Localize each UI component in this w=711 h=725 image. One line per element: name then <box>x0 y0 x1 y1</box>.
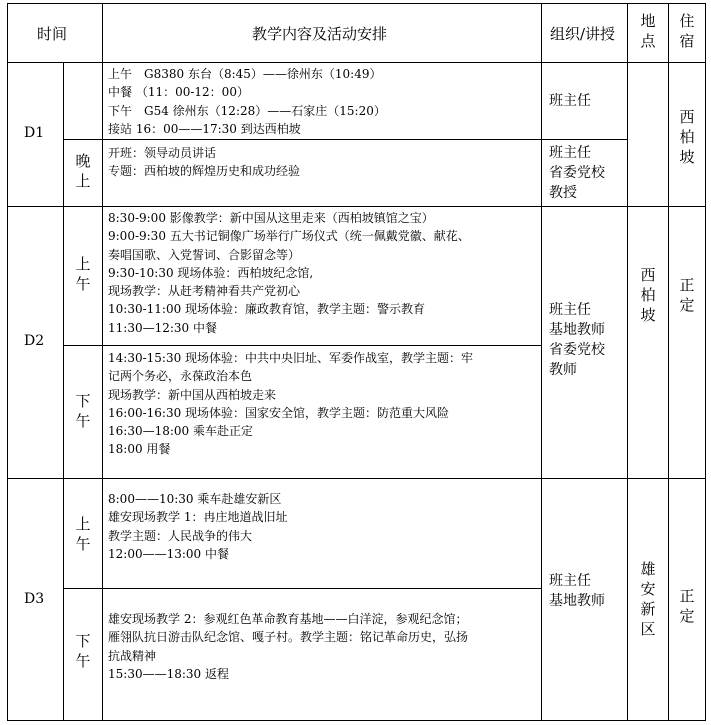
header-content: 教学内容及活动安排 <box>252 25 388 43</box>
d3-afternoon-label <box>73 631 93 671</box>
header-place <box>638 11 658 51</box>
d3-lodging <box>677 586 697 626</box>
content-line: 雄安现场教学 2：参观红色革命教育基地——白洋淀，参观纪念馆； <box>108 612 468 626</box>
place-text: 西柏坡 <box>640 266 656 324</box>
d1-evening-label <box>73 151 93 191</box>
d2-afternoon-content <box>108 349 473 459</box>
d3-period-line <box>63 588 542 589</box>
org-line: 基地教师 <box>549 593 605 609</box>
content-line: 抗战精神 <box>108 648 157 663</box>
header-lodging-text: 住宿 <box>679 12 695 50</box>
org-line: 省委党校 <box>549 165 605 181</box>
d1-evening-content <box>108 144 300 181</box>
col-line-content <box>102 3 103 721</box>
lodging-text: 正定 <box>679 587 695 625</box>
content-line: 中餐 （11：00-12：00） <box>108 85 249 100</box>
content-line: 8:30-9:00 影像教学：新中国从这里走来（西柏坡镇馆之宝） <box>108 211 434 225</box>
d2-afternoon-label <box>73 391 93 431</box>
content-line: 14:30-15:30 现场体验：中共中央旧址、军委作战室，教学主题：牢 <box>108 351 474 365</box>
content-line: 开班：领导动员讲话 <box>108 146 217 160</box>
org-line: 省委党校 <box>549 342 605 358</box>
header-org: 组织/讲授 <box>550 25 616 43</box>
table-border-right <box>705 3 706 721</box>
table-border-top <box>7 3 706 4</box>
header-time: 时间 <box>37 25 68 43</box>
org-line: 教师 <box>549 362 577 378</box>
place-text: 雄安新区 <box>640 560 656 638</box>
content-line: 11:30—12:30 中餐 <box>108 320 217 335</box>
org-line: 班主任 <box>549 302 591 318</box>
org-line: 基地教师 <box>549 322 605 338</box>
d3-afternoon-content <box>108 610 468 683</box>
org-line: 教授 <box>549 185 577 201</box>
d2-lodging <box>677 275 697 315</box>
content-line: 教学主题：人民战争的伟大 <box>108 528 253 543</box>
period-label-text: 晚上 <box>75 152 91 190</box>
table-border-bottom <box>7 720 706 721</box>
content-line: 奏唱国歌、入党誓词、合影留念等） <box>108 247 301 262</box>
period-label-text: 下午 <box>75 392 91 430</box>
content-line: 记两个务必，永葆政治本色 <box>108 369 253 384</box>
content-line: 9:00-9:30 五大书记铜像广场举行广场仪式（统一佩戴党徽、献花、 <box>108 229 470 244</box>
d1-morning-content <box>108 65 386 138</box>
day-label-d1: D1 <box>24 125 45 141</box>
content-line: 16:30—18:00 乘车赴正定 <box>108 424 253 439</box>
d3-org <box>549 571 605 611</box>
day1-bottom-line <box>7 206 706 207</box>
day-label-d3: D3 <box>24 591 45 607</box>
header-bottom-line <box>7 62 706 63</box>
org-line: 班主任 <box>549 573 591 589</box>
d2-morning-label <box>73 254 93 294</box>
d3-morning-label <box>73 514 93 554</box>
content-line: 12:00——13:00 中餐 <box>108 546 229 561</box>
lodging-text: 正定 <box>679 276 695 314</box>
content-line: 雄安现场教学 1：冉庄地道战旧址 <box>108 510 288 525</box>
col-line-place <box>627 3 628 721</box>
content-line: 8:00——10:30 乘车赴雄安新区 <box>108 492 282 506</box>
day-label-d2: D2 <box>24 333 45 349</box>
org-line: 班主任 <box>549 93 591 109</box>
content-line: 15:30——18:30 返程 <box>108 666 229 681</box>
header-lodging <box>677 11 697 51</box>
table-border-left <box>7 3 8 721</box>
d1-org-2 <box>549 143 605 203</box>
period-label-text: 上午 <box>75 515 91 553</box>
content-line: 接站 16：00——17:30 到达西柏坡 <box>108 121 301 136</box>
period-label-text: 下午 <box>75 632 91 670</box>
lodging-text: 西柏坡 <box>679 108 695 166</box>
d2-morning-content <box>108 209 470 337</box>
d2-period-line <box>63 345 542 346</box>
d3-place <box>638 559 658 639</box>
content-line: 下午 G54 徐州东（12:28）——石家庄（15:20） <box>108 103 386 118</box>
content-line: 18:00 用餐 <box>108 442 171 457</box>
period-label-text: 上午 <box>75 255 91 293</box>
content-line: 10:30-11:00 现场体验：廉政教育馆，教学主题：警示教育 <box>108 302 426 317</box>
d2-org <box>549 300 605 380</box>
col-line-period <box>63 62 64 721</box>
d1-lodging <box>677 107 697 167</box>
d1-org-1 <box>549 91 591 111</box>
content-line: 9:30-10:30 现场体验：西柏坡纪念馆, <box>108 265 314 280</box>
col-line-lodging <box>668 3 669 721</box>
d1-period-line <box>63 139 627 140</box>
content-line: 现场教学：新中国从西柏坡走来 <box>108 387 277 402</box>
content-line: 16:00-16:30 现场体验：国家安全馆，教学主题：防范重大风险 <box>108 405 450 420</box>
content-line: 上午 G8380 东台（8:45）——徐州东（10:49） <box>108 67 382 81</box>
col-line-org <box>541 3 542 721</box>
content-line: 现场教学：从赶考精神看共产党初心 <box>108 284 301 299</box>
d3-morning-content <box>108 490 287 563</box>
schedule-table <box>7 3 706 721</box>
day2-bottom-line <box>7 478 706 479</box>
d2-place <box>638 265 658 325</box>
content-line: 雁翎队抗日游击队纪念馆、嘎子村。教学主题：铭记革命历史，弘扬 <box>108 630 469 645</box>
org-line: 班主任 <box>549 145 591 161</box>
content-line: 专题：西柏坡的辉煌历史和成功经验 <box>108 164 301 179</box>
header-place-text: 地点 <box>640 12 656 50</box>
